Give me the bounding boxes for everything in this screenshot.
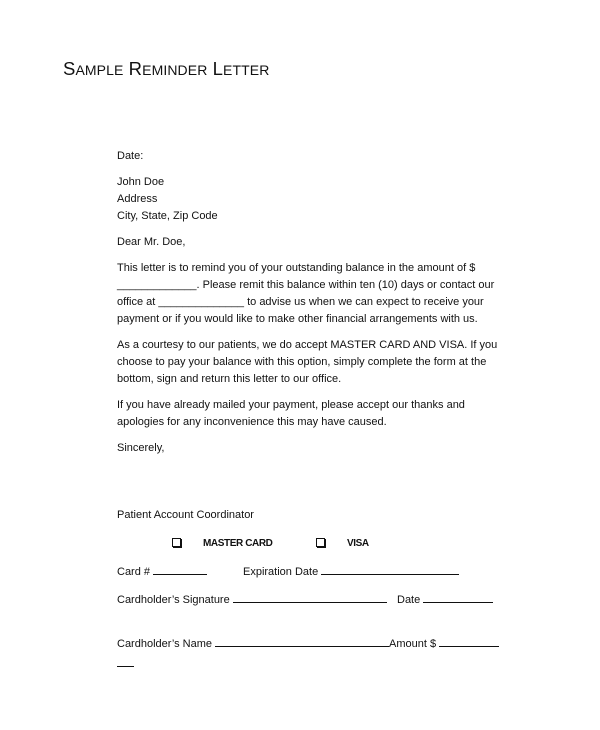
mastercard-label: MASTER CARD: [203, 538, 273, 549]
signer-title: Patient Account Coordinator: [117, 509, 254, 521]
amount-continuation-line[interactable]: [117, 665, 134, 667]
mastercard-checkbox[interactable]: [172, 538, 181, 547]
document-title: [63, 58, 269, 80]
date-label: Date:: [117, 150, 144, 162]
title-initial-2: R: [128, 58, 143, 79]
recipient-city: City, State, Zip Code: [117, 210, 218, 222]
cardholder-name-row: [117, 638, 499, 650]
paragraph-line: office at ______________ to advise us when we can expect to receive your: [117, 296, 484, 308]
paragraph-line: bottom, sign and return this letter to our office.: [117, 373, 342, 385]
title-rest-3: ETTER: [223, 62, 270, 78]
signature-row: [117, 594, 387, 606]
closing: Sincerely,: [117, 442, 165, 454]
cardholder-name-line[interactable]: [215, 645, 389, 647]
card-number-row: [117, 566, 207, 578]
amount-continuation: [117, 658, 134, 670]
mastercard-option[interactable]: [172, 538, 273, 549]
paragraph-1: [117, 260, 517, 328]
card-number-label: Card #: [117, 566, 151, 578]
paragraph-line: choose to pay your balance with this option, simply complete the form at the: [117, 356, 487, 368]
signature-label: Cardholder’s Signature: [117, 594, 230, 606]
title-initial-3: L: [212, 58, 224, 79]
paragraph-3: [117, 397, 517, 431]
recipient-address: Address: [117, 193, 158, 205]
date-row: [397, 594, 493, 606]
salutation: Dear Mr. Doe,: [117, 236, 186, 248]
date-line[interactable]: [423, 601, 493, 603]
expiration-line[interactable]: [321, 573, 459, 575]
recipient-name: John Doe: [117, 176, 165, 188]
letter-body: [117, 148, 517, 457]
form-date-label: Date: [397, 594, 421, 606]
expiration-row: [243, 566, 459, 578]
paragraph-line: As a courtesy to our patients, we do accept MASTER CARD AND VISA. If you: [117, 339, 498, 351]
paragraph-line: This letter is to remind you of your outstanding balance in the amount of $: [117, 262, 476, 274]
title-initial-1: S: [63, 58, 76, 79]
visa-option[interactable]: [316, 538, 369, 549]
visa-checkbox[interactable]: [316, 538, 325, 547]
amount-label: Amount $: [389, 638, 437, 650]
amount-line[interactable]: [439, 645, 499, 647]
visa-label: VISA: [347, 538, 369, 549]
title-rest-2: EMINDER: [142, 62, 208, 78]
expiration-label: Expiration Date: [243, 566, 319, 578]
paragraph-line: _____________. Please remit this balance within ten (10) days or contact our: [117, 279, 495, 291]
paragraph-line: If you have already mailed your payment, please accept our thanks and: [117, 399, 465, 411]
paragraph-2: [117, 337, 517, 388]
paragraph-line: apologies for any inconvenience this may have caused.: [117, 416, 387, 428]
cardholder-name-label: Cardholder’s Name: [117, 638, 212, 650]
card-number-line[interactable]: [153, 573, 207, 575]
title-rest-1: AMPLE: [75, 62, 124, 78]
paragraph-line: payment or if you would like to make other financial arrangements with us.: [117, 313, 478, 325]
signature-line[interactable]: [233, 601, 387, 603]
